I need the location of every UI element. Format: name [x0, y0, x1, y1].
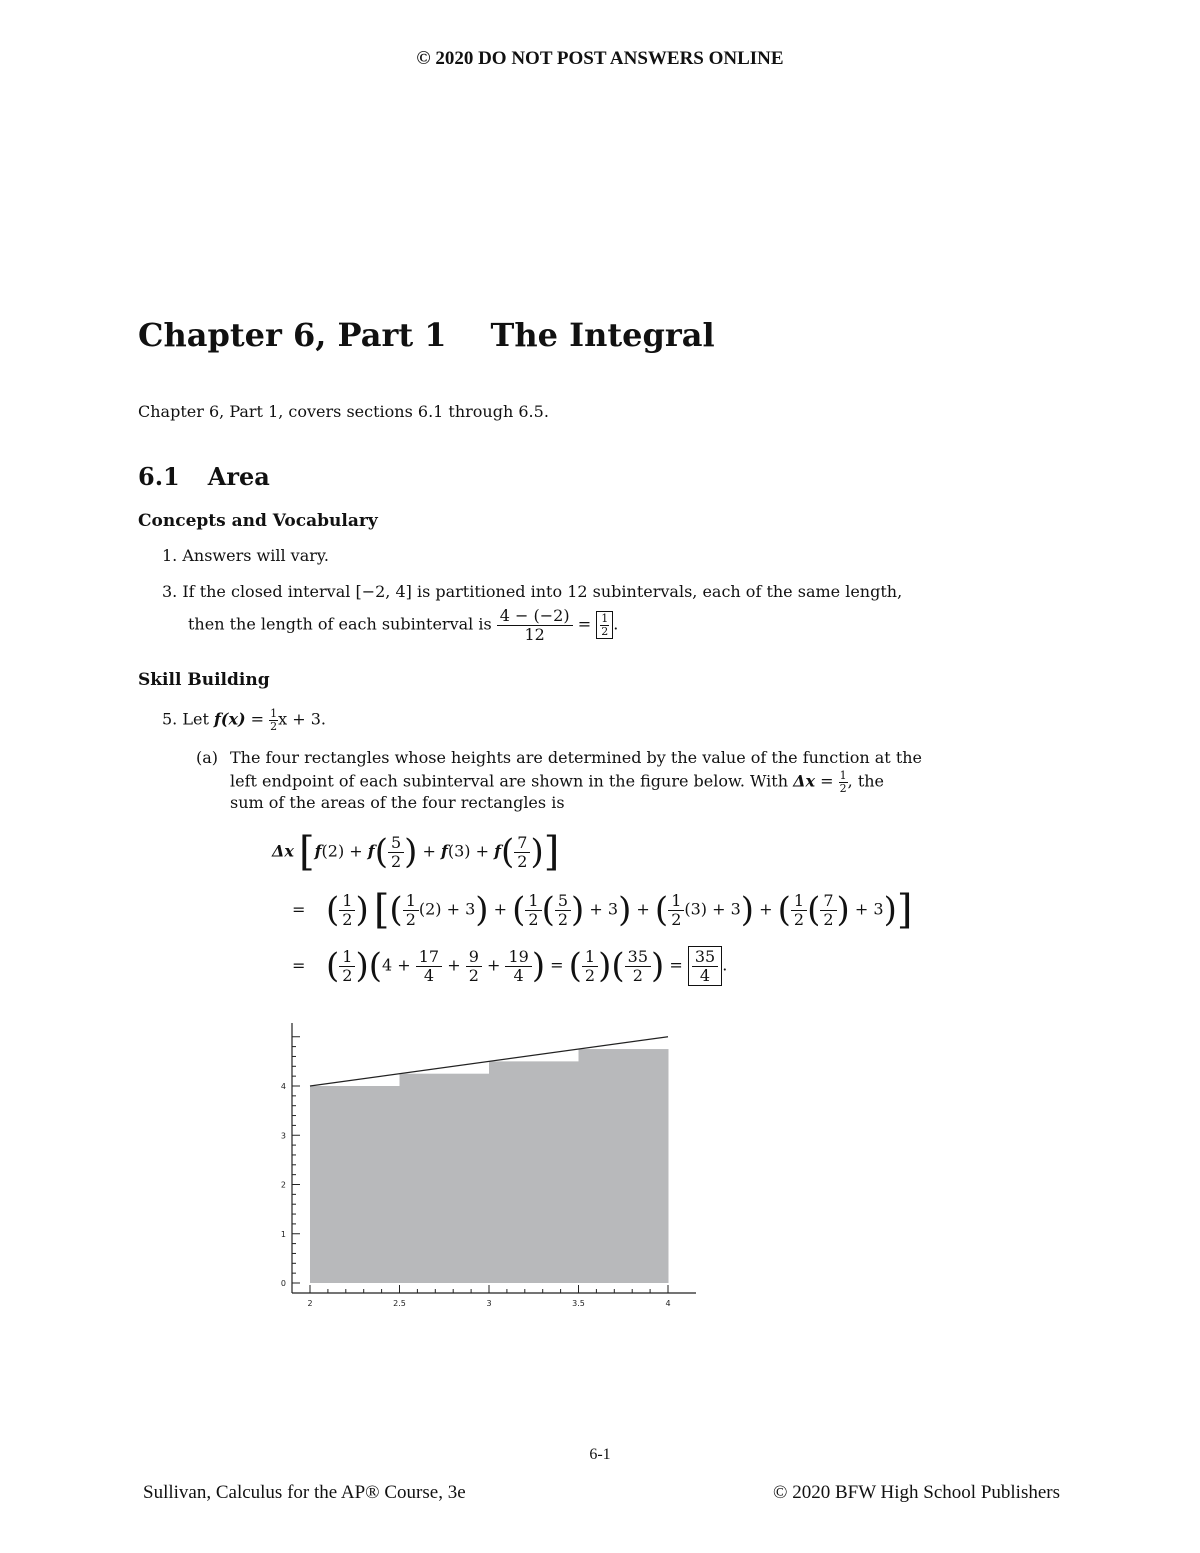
num: 5	[388, 834, 404, 853]
term-4: + 3	[849, 899, 884, 919]
frac-1-2	[582, 948, 598, 984]
exercise-3-number: 3.	[162, 582, 178, 601]
frac-1-2	[339, 892, 355, 928]
plus: +	[488, 899, 513, 919]
plus: +	[481, 955, 506, 975]
final-answer-box	[688, 946, 722, 986]
dx-fraction	[839, 770, 848, 794]
exercise-5	[162, 708, 326, 732]
part-a-line3: sum of the areas of the four rectangles is	[230, 793, 565, 812]
part-a-line1: The four rectangles whose heights are determined by the value of the function at the	[230, 748, 923, 767]
exercise-5-number: 5.	[162, 709, 178, 729]
plus: +	[754, 899, 778, 919]
frac-1-2	[668, 892, 684, 928]
footer-left: Sullivan, Calculus for the AP® Course, 3e	[143, 1482, 466, 1503]
equation-line-3: = ( $\frac{1}{2}$ )(4 + $\frac{17}{4}$ + $\frac{9}{2}$ + $\frac{19}{4}$ ) = ( $\frac{1}{2}$ )( $\frac{35}{2}$ ) = $\frac{35}{4}$ .	[292, 946, 728, 987]
exercise-3-text2: then the length of each subinterval is	[188, 614, 492, 634]
frac-7-2	[514, 834, 530, 870]
equation-line-1	[272, 829, 560, 875]
den: 2	[468, 965, 479, 985]
half-fraction	[269, 708, 278, 732]
paren: (	[374, 832, 388, 872]
fraction-numerator: 4 − (−2)	[497, 607, 573, 626]
den: 2	[517, 851, 528, 871]
eq3-equals: =	[292, 955, 306, 975]
subinterval-fraction	[497, 607, 573, 643]
num: 35	[625, 948, 651, 967]
num: 9	[466, 948, 482, 967]
den: 2	[405, 909, 416, 929]
concepts-heading: Concepts and Vocabulary	[138, 511, 378, 531]
num: 19	[505, 948, 531, 967]
half-num: 1	[270, 707, 278, 720]
den: 2	[557, 909, 569, 929]
footer-right: © 2020 BFW High School Publishers	[773, 1482, 1060, 1503]
equals: =	[545, 955, 569, 975]
x-tick-label: 2	[307, 1299, 313, 1308]
y-tick-label: 3	[280, 1131, 286, 1141]
frac-1-2	[525, 892, 541, 928]
chapter-intro: Chapter 6, Part 1, covers sections 6.1 through 6.5.	[138, 402, 549, 421]
answer-denominator: 2	[601, 624, 609, 638]
equals: =	[250, 709, 265, 729]
term-2: + 3	[584, 899, 619, 919]
frac-5-2	[555, 892, 571, 928]
four: 4 +	[381, 955, 416, 975]
den: 2	[528, 909, 539, 929]
chapter-title: The Integral	[490, 316, 715, 354]
function-name: f(x)	[213, 709, 246, 729]
delta-x: Δx	[793, 771, 816, 791]
frac-1-2	[403, 892, 419, 928]
exercise-1-number: 1.	[162, 546, 178, 565]
num: 1	[525, 892, 541, 911]
x-tick-label: 4	[665, 1299, 671, 1308]
f-symbol: f	[440, 841, 448, 861]
y-tick-label: 1	[280, 1229, 286, 1239]
exercise-3-line1: If the closed interval [−2, 4] is partitioned into 12 subintervals, each of the same length,	[182, 582, 903, 601]
den: 2	[632, 965, 643, 985]
let-word: Let	[182, 709, 209, 729]
den: 4	[423, 965, 435, 985]
num: 1	[339, 948, 355, 967]
num: 1	[403, 892, 419, 911]
den: 4	[513, 965, 524, 985]
rectangle-1	[310, 1086, 400, 1283]
den: 2	[793, 909, 805, 929]
num: 5	[555, 892, 571, 911]
x-tick-label: 3.5	[572, 1299, 585, 1308]
num: 7	[514, 834, 530, 853]
equals-sign: =	[577, 614, 592, 634]
num: 1	[791, 892, 807, 911]
exercise-1	[162, 546, 329, 565]
frac-1-2	[791, 892, 807, 928]
dx-num: 1	[839, 769, 847, 782]
num: 7	[820, 892, 836, 911]
eq2-equals: =	[292, 899, 306, 919]
rectangle-4	[579, 1049, 669, 1283]
y-tick-label: 2	[280, 1180, 286, 1190]
rectangle-2	[400, 1074, 490, 1283]
equals: =	[664, 955, 688, 975]
plus: +	[631, 899, 655, 919]
x-tick-label: 2.5	[393, 1299, 406, 1308]
rectangle-3	[489, 1061, 579, 1283]
eq1-c: (3) +	[447, 841, 495, 861]
section-number: 6.1	[138, 462, 180, 491]
num: 1	[582, 948, 598, 967]
part-a-equals: =	[820, 771, 834, 791]
chapter-label: Chapter 6, Part 1	[138, 316, 447, 354]
part-a-line2-text: left endpoint of each subinterval are shown in the figure below. With	[230, 771, 788, 791]
fraction-denominator: 12	[524, 624, 545, 644]
term-3: (3) + 3	[684, 899, 741, 919]
equation-line-2: = ( $\frac{1}{2}$ ) [( $\frac{1}{2}$ (2) + 3) + ( $\frac{1}{2}$ ( $\frac{5}{2}$ ) + 3) + ( $\frac{1}{2}$ (3) + 3) + ( $\frac{1}{2}$ ( $\frac{7}{2}$ ) + 3)]	[292, 887, 913, 933]
part-a-line2	[230, 770, 884, 794]
exercise-3-line2	[188, 607, 618, 643]
paren: )	[404, 832, 418, 872]
den: 2	[584, 965, 596, 985]
chapter-heading	[138, 316, 715, 354]
frac-19-4	[505, 948, 531, 984]
f-symbol: f	[494, 841, 502, 861]
den: 2	[823, 909, 834, 929]
eq1-b: +	[417, 841, 441, 861]
bracket-close: ]	[543, 829, 560, 875]
den: 2	[671, 909, 682, 929]
bracket-open: [	[299, 829, 315, 875]
num: 17	[416, 948, 442, 967]
answer-box	[596, 611, 613, 639]
paren: (	[501, 832, 515, 872]
num: 1	[668, 892, 684, 911]
section-title: Area	[207, 462, 270, 491]
frac-17-4	[416, 948, 442, 984]
den: 2	[390, 851, 402, 871]
dx-den: 2	[839, 781, 847, 795]
f-symbol: f	[367, 841, 375, 861]
f-symbol: f	[314, 841, 322, 861]
riemann-sum-chart	[270, 1015, 710, 1315]
exercise-1-text: Answers will vary.	[182, 546, 329, 565]
page-number: 6-1	[589, 1446, 611, 1463]
period: .	[722, 955, 728, 975]
x-tick-label: 3	[486, 1299, 492, 1308]
y-tick-label: 0	[280, 1279, 286, 1288]
answer-numerator: 1	[601, 612, 609, 626]
frac-1-2	[339, 948, 355, 984]
frac-7-2	[820, 892, 836, 928]
den: 2	[342, 909, 353, 929]
plus: +	[442, 955, 466, 975]
section-heading	[138, 462, 270, 491]
period: .	[613, 614, 619, 634]
num: 1	[339, 892, 355, 911]
eq1-dx: Δx	[272, 841, 294, 861]
function-rest: x + 3.	[278, 709, 327, 729]
frac-9-2	[466, 948, 482, 984]
part-a-label: (a)	[196, 748, 219, 767]
y-tick-label: 4	[280, 1082, 286, 1091]
frac-5-2	[388, 834, 404, 870]
eq1-a: (2) +	[321, 841, 368, 861]
skill-heading: Skill Building	[138, 670, 270, 690]
answer-den: 4	[699, 965, 711, 985]
paren: )	[530, 832, 544, 872]
half-den: 2	[270, 719, 278, 733]
part-a-line2-end: , the	[847, 771, 885, 791]
answer-num: 35	[692, 948, 718, 967]
watermark: © 2020 DO NOT POST ANSWERS ONLINE	[416, 48, 784, 69]
frac-35-2	[625, 948, 651, 984]
term-1: (2) + 3	[418, 899, 476, 919]
exercise-3	[162, 582, 902, 601]
den: 2	[342, 965, 353, 985]
